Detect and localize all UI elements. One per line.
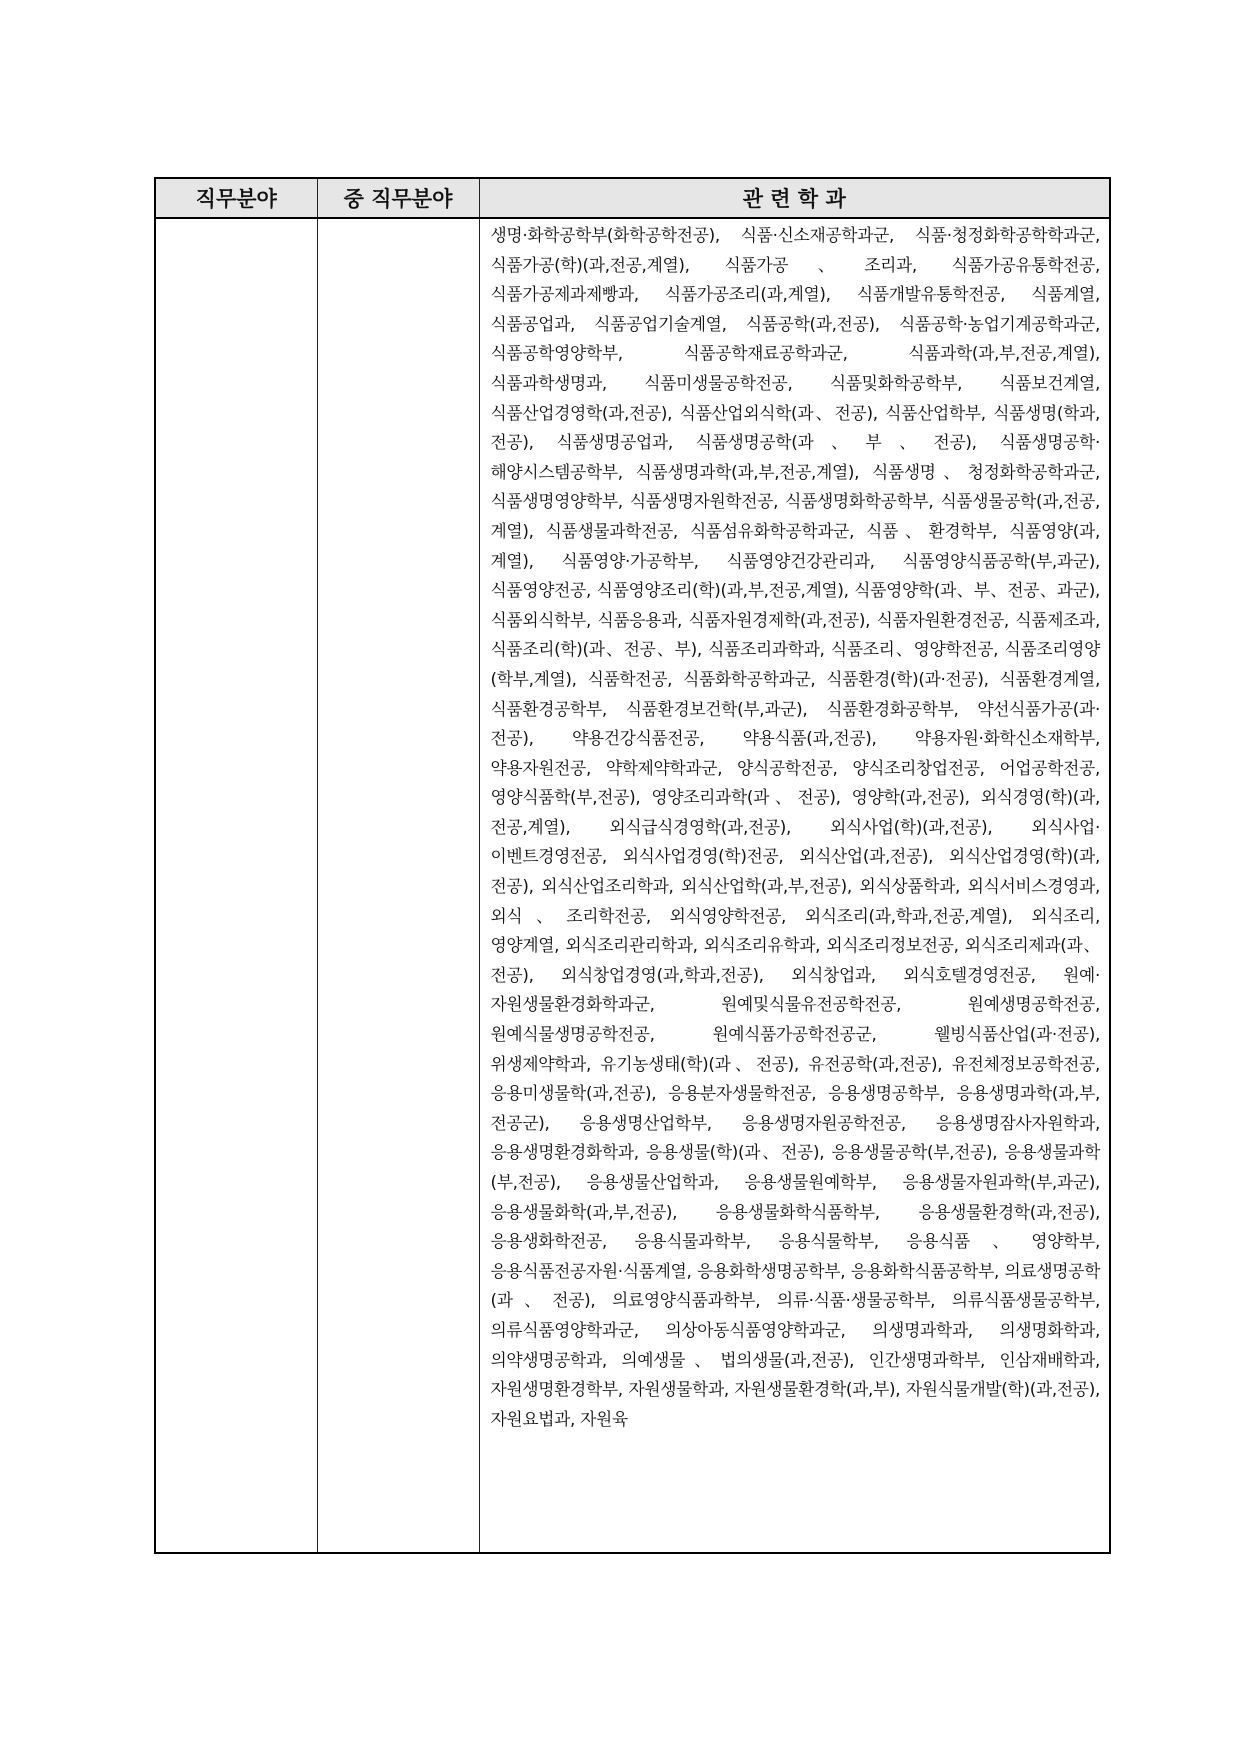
related-majors-cell — [479, 218, 1110, 1553]
header-related-majors: 관 련 학 과 — [479, 178, 1110, 218]
related-majors-text: 생명·화학공학부(화학공학전공), 식품·신소재공학과군, 식품·청정화학공학학과군, 식품가공(학)(과,전공,계열), 식품가공、조리과, 식품가공유통학전공, 식품가공제과제빵과, 식품가공조리(과,계열), 식품개발유통학전공, 식품계열, 식품공업과, 식품공업기술계열, 식품공학(과,전공), 식품공학·농업기계공학과군, 식품공학영양학부, 식품공학재료공학과군, 식품과학(과,부,전공,계열), 식품과학생명과, 식품미생물공학전공, 식품및화학공학부, 식품보건계열, 식품산업경영학(과,전공), 식품산업외식학(과、전공), 식품산업학부, 식품생명(학과,전공), 식품생명공업과, 식품생명공학(과、부、전공), 식품생명공학·해양시스템공학부, 식품생명과학(과,부,전공,계열), 식품생명、청정화학공학과군, 식품생명영양학부, 식품생명자원학전공, 식품생명화학공학부, 식품생물공학(과,전공,계열), 식품생물과학전공, 식품섬유화학공학과군, 식품、환경학부, 식품영양(과,계열), 식품영양·가공학부, 식품영양건강관리과, 식품영양식품공학(부,과군), 식품영양전공, 식품영양조리(학)(과,부,전공,계열), 식품영양학(과、부、전공、과군), 식품외식학부, 식품응용과, 식품자원경제학(과,전공), 식품자원환경전공, 식품제조과, 식품조리(학)(과、전공、부), 식품조리과학과, 식품조리、영양학전공, 식품조리영양(학부,계열), 식품학전공, 식품화학공학과군, 식품환경(학)(과·전공), 식품환경계열, 식품환경공학부, 식품환경보건학(부,과군), 식품환경화공학부, 약선식품가공(과·전공), 약용건강식품전공, 약용식품(과,전공), 약용자원·화학신소재학부, 약용자원전공, 약학제약학과군, 양식공학전공, 양식조리창업전공, 어업공학전공, 영양식품학(부,전공), 영양조리과학(과、전공), 영양학(과,전공), 외식경영(학)(과,전공,계열), 외식급식경영학(과,전공), 외식사업(학)(과,전공), 외식사업·이벤트경영전공, 외식사업경영(학)전공, 외식산업(과,전공), 외식산업경영(학)(과,전공), 외식산업조리학과, 외식산업학(과,부,전공), 외식상품학과, 외식서비스경영과, 외식、조리학전공, 외식영양학전공, 외식조리(과,학과,전공,계열), 외식조리, 영양계열, 외식조리관리학과, 외식조리유학과, 외식조리정보전공, 외식조리제과(과、전공), 외식창업경영(과,학과,전공), 외식창업과, 외식호텔경영전공, 원예·자원생물환경화학과군, 원예및식물유전공학전공, 원예생명공학전공, 원예식물생명공학전공, 원예식품가공학전공군, 웰빙식품산업(과·전공), 위생제약학과, 유기농생태(학)(과、전공), 유전공학(과,전공), 유전체정보공학전공, 응용미생물학(과,전공), 응용분자생물학전공, 응용생명공학부, 응용생명과학(과,부,전공군), 응용생명산업학부, 응용생명자원공학전공, 응용생명잠사자원학과, 응용생명환경화학과, 응용생물(학)(과、전공), 응용생물공학(부,전공), 응용생물과학(부,전공), 응용생물산업학과, 응용생물원예학부, 응용생물자원과학(부,과군), 응용생물화학(과,부,전공), 응용생물화학식품학부, 응용생물환경학(과,전공), 응용생화학전공, 응용식물과학부, 응용식물학부, 응용식품、영양학부, 응용식품전공자원·식품계열, 응용화학생명공학부, 응용화학식품공학부, 의료생명공학(과、전공), 의료영양식품과학부, 의류·식품·생물공학부, 의류식품생물공학부, 의류식품영양학과군, 의상아동식품영양학과군, 의생명과학과, 의생명화학과, 의약생명공학과, 의예생물、법의생물(과,전공), 인간생명과학부, 인삼재배학과, 자원생명환경학부, 자원생물학과, 자원생물환경학(과,부), 자원식물개발(학)(과,전공), 자원요법과, 자원육 — [490, 225, 1100, 1429]
sub-job-field-cell — [317, 218, 479, 1553]
table-header — [155, 178, 1110, 218]
header-row — [155, 178, 1110, 218]
header-job-field: 직무분야 — [155, 178, 317, 218]
header-sub-job-field: 중 직무분야 — [317, 178, 479, 218]
table-row — [155, 218, 1110, 1553]
job-field-cell — [155, 218, 317, 1553]
related-majors-table — [154, 177, 1111, 1554]
table-body — [155, 218, 1110, 1553]
